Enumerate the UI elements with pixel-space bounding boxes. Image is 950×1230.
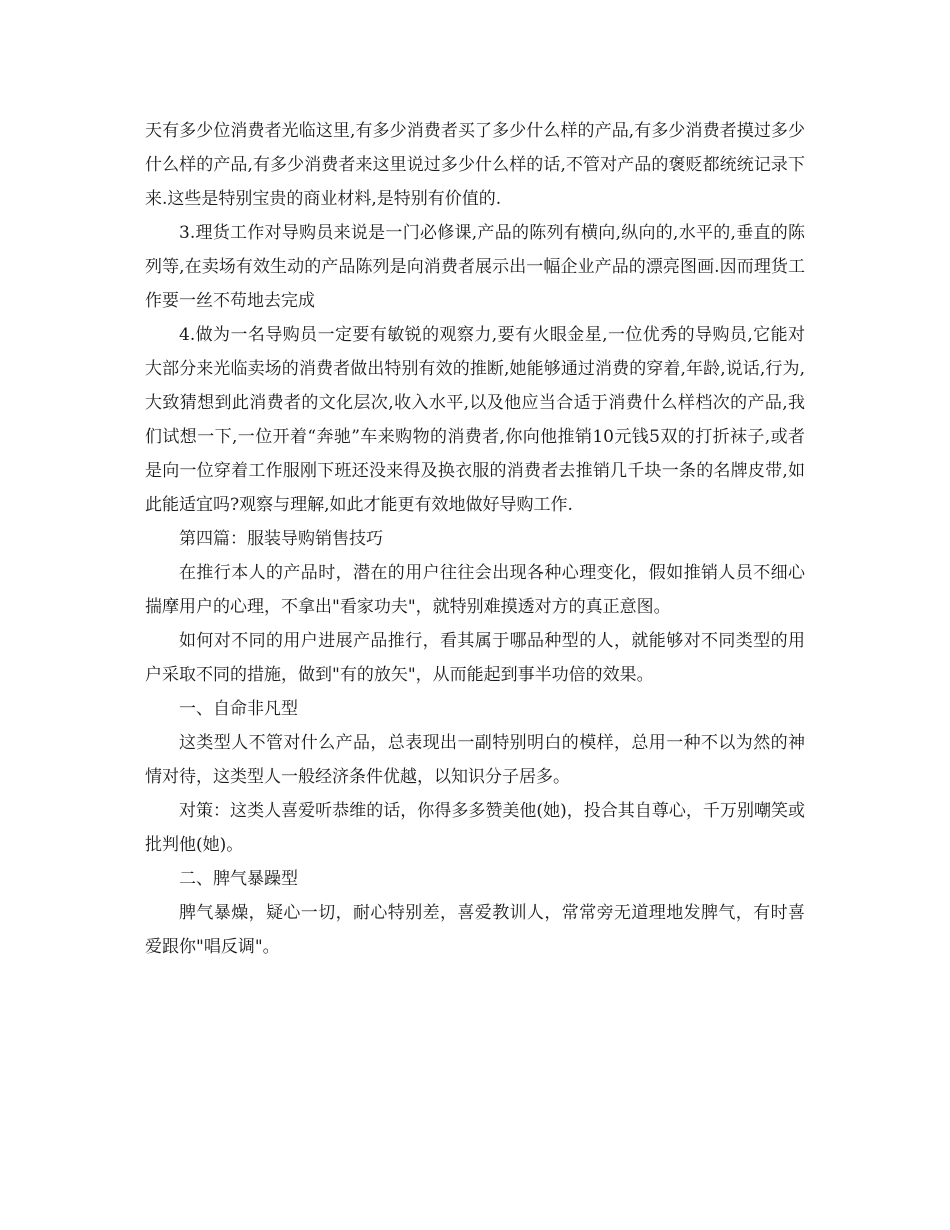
paragraph-item-4-observation: 4.做为一名导购员一定要有敏锐的观察力,要有火眼金星,一位优秀的导购员,它能对大部分来光临卖场的消费者做出特别有效的推断,她能够通过消费的穿着,年龄,说话,行为,大致猜想到此消费者的文化层次,收入水平,以及他应当合适于消费什么样档次的产品,我们试想一下,一位开着“奔驰”车来购物的消费者,你向他推销10元钱5双的打折袜子,或者是向一位穿着工作服刚下班还没来得及换衣服的消费者去推销几千块一条的名牌皮带,如此能适宜吗?观察与理解,如此才能更有效地做好导购工作. bbox=[145, 325, 805, 515]
paragraph-customer-records: 天有多少位消费者光临这里,有多少消费者买了多少什么样的产品,有多少消费者摸过多少什么样的产品,有多少消费者来这里说过多少什么样的话,不管对产品的褒贬都统统记录下来.这些是特别宝贵的商业材料,是特别有价值的. bbox=[145, 121, 805, 209]
paragraph-targeted-approach: 如何对不同的用户进展产品推行，看其属于哪品种型的人，就能够对不同类型的用户采取不同的措施，做到"有的放矢"，从而能起到事半功倍的效果。 bbox=[145, 631, 805, 685]
subheading-type-one: 一、自命非凡型 bbox=[179, 699, 298, 719]
subheading-type-two: 二、脾气暴躁型 bbox=[179, 869, 298, 889]
paragraph-type-one-strategy: 对策：这类人喜爱听恭维的话，你得多多赞美他(她)，投合其自尊心，千万别嘲笑或批判他(她)。 bbox=[145, 801, 805, 855]
paragraph-customer-psychology: 在推行本人的产品时，潜在的用户往往会出现各种心理变化，假如推销人员不细心揣摩用户的心理，不拿出"看家功夫"，就特别难摸透对方的真正意图。 bbox=[145, 563, 805, 617]
paragraph-type-two-description: 脾气暴燥，疑心一切，耐心特别差，喜爱教训人，常常旁无道理地发脾气，有时喜爱跟你"唱反调"。 bbox=[145, 903, 805, 957]
paragraph-type-one-description: 这类型人不管对什么产品，总表现出一副特别明白的模样，总用一种不以为然的神情对待，这类型人一般经济条件优越，以知识分子居多。 bbox=[145, 733, 805, 787]
document-body bbox=[145, 114, 805, 964]
paragraph-item-3-merchandising: 3.理货工作对导购员来说是一门必修课,产品的陈列有横向,纵向的,水平的,垂直的陈列等,在卖场有效生动的产品陈列是向消费者展示出一幅企业产品的漂亮图画.因而理货工作要一丝不苟地去完成 bbox=[145, 223, 805, 311]
section-heading-part-four: 第四篇：服装导购销售技巧 bbox=[179, 529, 383, 549]
